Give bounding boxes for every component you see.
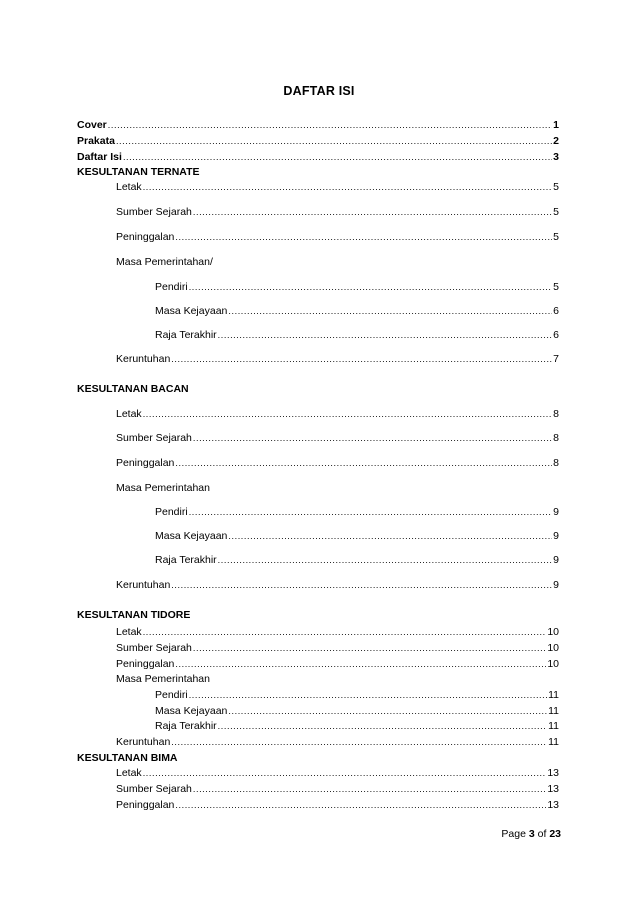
toc-subheading-bacan-masa-pemerintahan: Masa Pemerintahan xyxy=(116,482,210,494)
footer-of-label: of xyxy=(537,828,547,840)
toc-page-number: 10 xyxy=(547,626,559,638)
toc-page-number: 11 xyxy=(548,720,559,732)
toc-page-number: 2 xyxy=(553,135,559,147)
section-heading-ternate: KESULTANAN TERNATE xyxy=(77,166,200,178)
dot-leader xyxy=(123,151,552,164)
toc-entry-ternate-sumber-sejarah[interactable] xyxy=(116,206,559,219)
dot-leader xyxy=(189,506,552,519)
dot-leader xyxy=(116,135,552,148)
toc-entry-bima-letak[interactable] xyxy=(116,767,559,780)
toc-label: Keruntuhan xyxy=(116,353,171,365)
toc-entry-prakata[interactable] xyxy=(77,135,559,148)
toc-entry-tidore-keruntuhan[interactable] xyxy=(116,736,559,749)
toc-entry-bacan-keruntuhan[interactable] xyxy=(116,579,559,592)
toc-label: Peninggalan xyxy=(116,231,175,243)
toc-page-number: 9 xyxy=(553,530,559,542)
toc-label: Sumber Sejarah xyxy=(116,642,192,654)
toc-page-number: 5 xyxy=(553,231,559,243)
toc-subheading-ternate-masa-pemerintahan: Masa Pemerintahan/ xyxy=(116,256,213,268)
toc-label: Sumber Sejarah xyxy=(116,206,192,218)
toc-entry-tidore-raja-terakhir[interactable] xyxy=(155,720,559,733)
toc-entry-tidore-letak[interactable] xyxy=(116,626,559,639)
toc-page-number: 11 xyxy=(548,736,559,748)
toc-page-number: 5 xyxy=(553,181,559,193)
dot-leader xyxy=(171,579,552,592)
toc-page-number: 6 xyxy=(553,305,559,317)
toc-entry-bacan-sumber-sejarah[interactable] xyxy=(116,432,559,445)
section-heading-tidore: KESULTANAN TIDORE xyxy=(77,609,191,621)
toc-label: Prakata xyxy=(77,135,115,147)
toc-entry-ternate-pendiri[interactable] xyxy=(155,281,559,294)
toc-page-number: 11 xyxy=(548,705,559,717)
toc-label: Raja Terakhir xyxy=(155,554,217,566)
toc-entry-bacan-peninggalan[interactable] xyxy=(116,457,559,470)
page-title: DAFTAR ISI xyxy=(283,84,355,98)
toc-label: Letak xyxy=(116,181,142,193)
toc-page-number: 3 xyxy=(553,151,559,163)
toc-label: Sumber Sejarah xyxy=(116,432,192,444)
toc-entry-tidore-pendiri[interactable] xyxy=(155,689,559,702)
dot-leader xyxy=(193,783,546,796)
toc-label: Masa Kejayaan xyxy=(155,305,228,317)
toc-label: Letak xyxy=(116,767,142,779)
toc-label: Peninggalan xyxy=(116,799,175,811)
toc-page-number: 10 xyxy=(547,658,559,670)
section-heading-bima: KESULTANAN BIMA xyxy=(77,752,178,764)
toc-entry-bacan-masa-kejayaan[interactable] xyxy=(155,530,559,543)
toc-label: Peninggalan xyxy=(116,457,175,469)
toc-page-number: 9 xyxy=(553,506,559,518)
toc-page-number: 8 xyxy=(553,408,559,420)
footer-current-page: 3 xyxy=(528,828,535,840)
dot-leader xyxy=(175,231,552,244)
dot-leader xyxy=(193,642,546,655)
toc-entry-bima-sumber-sejarah[interactable] xyxy=(116,783,559,796)
toc-label: Pendiri xyxy=(155,506,188,518)
toc-entry-tidore-peninggalan[interactable] xyxy=(116,658,559,671)
dot-leader xyxy=(193,432,552,445)
toc-label: Raja Terakhir xyxy=(155,329,217,341)
toc-page-number: 11 xyxy=(548,689,559,701)
toc-entry-ternate-masa-kejayaan[interactable] xyxy=(155,305,559,318)
toc-entry-bacan-raja-terakhir[interactable] xyxy=(155,554,559,567)
dot-leader xyxy=(108,119,552,132)
toc-entry-bacan-pendiri[interactable] xyxy=(155,506,559,519)
dot-leader xyxy=(143,626,547,639)
dot-leader xyxy=(189,689,547,702)
dot-leader xyxy=(218,329,552,342)
toc-page-number: 8 xyxy=(553,432,559,444)
toc-page-number: 13 xyxy=(547,767,559,779)
dot-leader xyxy=(171,736,547,749)
toc-label: Masa Kejayaan xyxy=(155,530,228,542)
toc-page-number: 13 xyxy=(547,799,559,811)
toc-label: Daftar Isi xyxy=(77,151,122,163)
toc-label: Keruntuhan xyxy=(116,579,171,591)
toc-page-number: 5 xyxy=(553,281,559,293)
dot-leader xyxy=(189,281,552,294)
toc-subheading-tidore-masa-pemerintahan: Masa Pemerintahan xyxy=(116,673,210,685)
dot-leader xyxy=(228,530,552,543)
toc-entry-bacan-letak[interactable] xyxy=(116,408,559,421)
footer-page-label: Page xyxy=(501,828,526,840)
toc-page-number: 1 xyxy=(553,119,559,131)
toc-page-number: 8 xyxy=(553,457,559,469)
toc-label: Letak xyxy=(116,626,142,638)
toc-page-number: 10 xyxy=(547,642,559,654)
dot-leader xyxy=(193,206,552,219)
toc-label: Sumber Sejarah xyxy=(116,783,192,795)
toc-page-number: 13 xyxy=(547,783,559,795)
toc-entry-tidore-masa-kejayaan[interactable] xyxy=(155,705,559,718)
toc-entry-ternate-letak[interactable] xyxy=(116,181,559,194)
dot-leader xyxy=(175,799,546,812)
dot-leader xyxy=(143,181,552,194)
dot-leader xyxy=(143,767,547,780)
footer-total-pages: 23 xyxy=(549,828,561,840)
toc-label: Raja Terakhir xyxy=(155,720,217,732)
section-heading-bacan: KESULTANAN BACAN xyxy=(77,383,189,395)
dot-leader xyxy=(218,720,547,733)
page-footer xyxy=(501,828,561,840)
toc-label: Pendiri xyxy=(155,281,188,293)
toc-label: Keruntuhan xyxy=(116,736,171,748)
toc-page-number: 9 xyxy=(553,579,559,591)
dot-leader xyxy=(143,408,552,421)
toc-label: Masa Kejayaan xyxy=(155,705,228,717)
toc-entry-ternate-peninggalan[interactable] xyxy=(116,231,559,244)
toc-page-number: 6 xyxy=(553,329,559,341)
toc-entry-cover[interactable] xyxy=(77,119,559,132)
toc-label: Pendiri xyxy=(155,689,188,701)
toc-label: Peninggalan xyxy=(116,658,175,670)
toc-entry-daftar-isi[interactable] xyxy=(77,151,559,164)
toc-label: Letak xyxy=(116,408,142,420)
toc-entry-ternate-keruntuhan[interactable] xyxy=(116,353,559,366)
toc-page-number: 7 xyxy=(553,353,559,365)
dot-leader xyxy=(228,305,552,318)
toc-entry-ternate-raja-terakhir[interactable] xyxy=(155,329,559,342)
toc-label: Cover xyxy=(77,119,107,131)
toc-entry-tidore-sumber-sejarah[interactable] xyxy=(116,642,559,655)
toc-entry-bima-peninggalan[interactable] xyxy=(116,799,559,812)
dot-leader xyxy=(218,554,552,567)
toc-page-number: 5 xyxy=(553,206,559,218)
dot-leader xyxy=(175,658,546,671)
dot-leader xyxy=(228,705,547,718)
dot-leader xyxy=(175,457,552,470)
toc-page-number: 9 xyxy=(553,554,559,566)
dot-leader xyxy=(171,353,552,366)
